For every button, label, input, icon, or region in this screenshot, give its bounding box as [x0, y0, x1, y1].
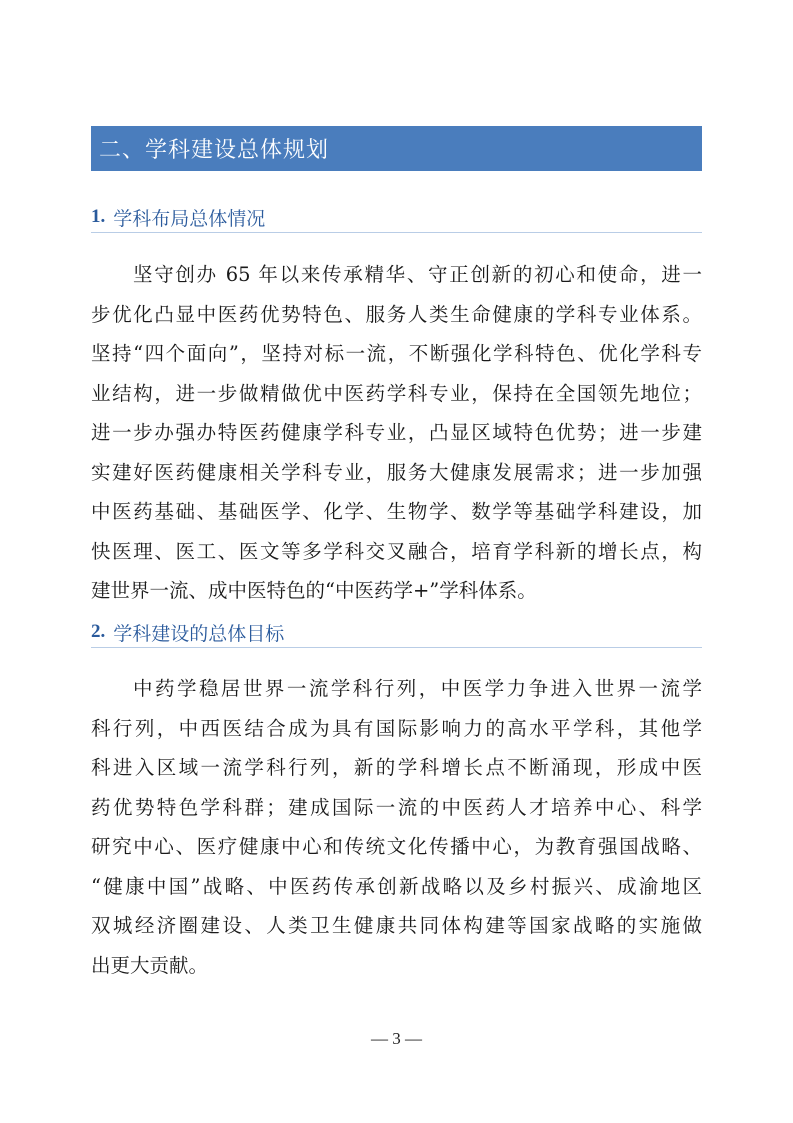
paragraph-line: 实建好医药健康相关学科专业，服务大健康发展需求；进一步加强	[91, 460, 702, 484]
paragraph-line: 进一步办强办特医药健康学科专业，凸显区域特色优势；进一步建	[91, 421, 702, 444]
paragraph-line: 科进入区域一流学科行列，新的学科增长点不断涌现，形成中医	[91, 756, 702, 779]
subsection-title: 学科布局总体情况	[113, 207, 266, 230]
section-banner	[91, 126, 702, 171]
paragraph-line: 业结构，进一步做精做优中医药学科专业，保持在全国领先地位；	[91, 381, 702, 405]
subsection-heading-2	[91, 617, 702, 648]
paragraph-line: 研究中心、医疗健康中心和传统文化传播中心，为教育强国战略、	[91, 835, 702, 858]
paragraph-line: 双城经济圈建设、人类卫生健康共同体构建等国家战略的实施做	[91, 914, 702, 937]
subsection-number: 2.	[91, 621, 106, 642]
paragraph-line: 中药学稳居世界一流学科行列，中医学力争进入世界一流学	[133, 677, 702, 700]
subsection-title: 学科建设的总体目标	[113, 622, 285, 645]
subsection-heading-1	[91, 202, 702, 233]
paragraph-layout	[91, 255, 702, 611]
paragraph-line: 中医药基础、基础医学、化学、生物学、数学等基础学科建设，加	[91, 500, 702, 523]
paragraph-line: 步优化凸显中医药优势特色、服务人类生命健康的学科专业体系。	[91, 302, 702, 326]
paragraph-line: 坚持“四个面向”，坚持对标一流，不断强化学科特色、优化学科专	[91, 342, 702, 365]
paragraph-line: 快医理、医工、医文等多学科交叉融合，培育学科新的增长点，构	[91, 539, 702, 563]
subsection-number: 1.	[91, 206, 106, 227]
page-number: — 3 —	[371, 1029, 422, 1048]
section-title: 二、学科建设总体规划	[99, 138, 330, 163]
paragraph-line: 科行列，中西医结合成为具有国际影响力的高水平学科，其他学	[91, 716, 702, 740]
paragraph-line: 坚守创办 65 年以来传承精华、守正创新的初心和使命，进一	[133, 263, 702, 286]
paragraph-goals	[91, 669, 702, 985]
paragraph-line: 建世界一流、成中医特色的“中医药学+”学科体系。	[91, 579, 537, 602]
paragraph-line: 药优势特色学科群；建成国际一流的中医药人才培养中心、科学	[91, 795, 702, 819]
paragraph-line: 出更大贡献。	[91, 953, 209, 977]
paragraph-line: “健康中国”战略、中医药传承创新战略以及乡村振兴、成渝地区	[91, 874, 702, 898]
